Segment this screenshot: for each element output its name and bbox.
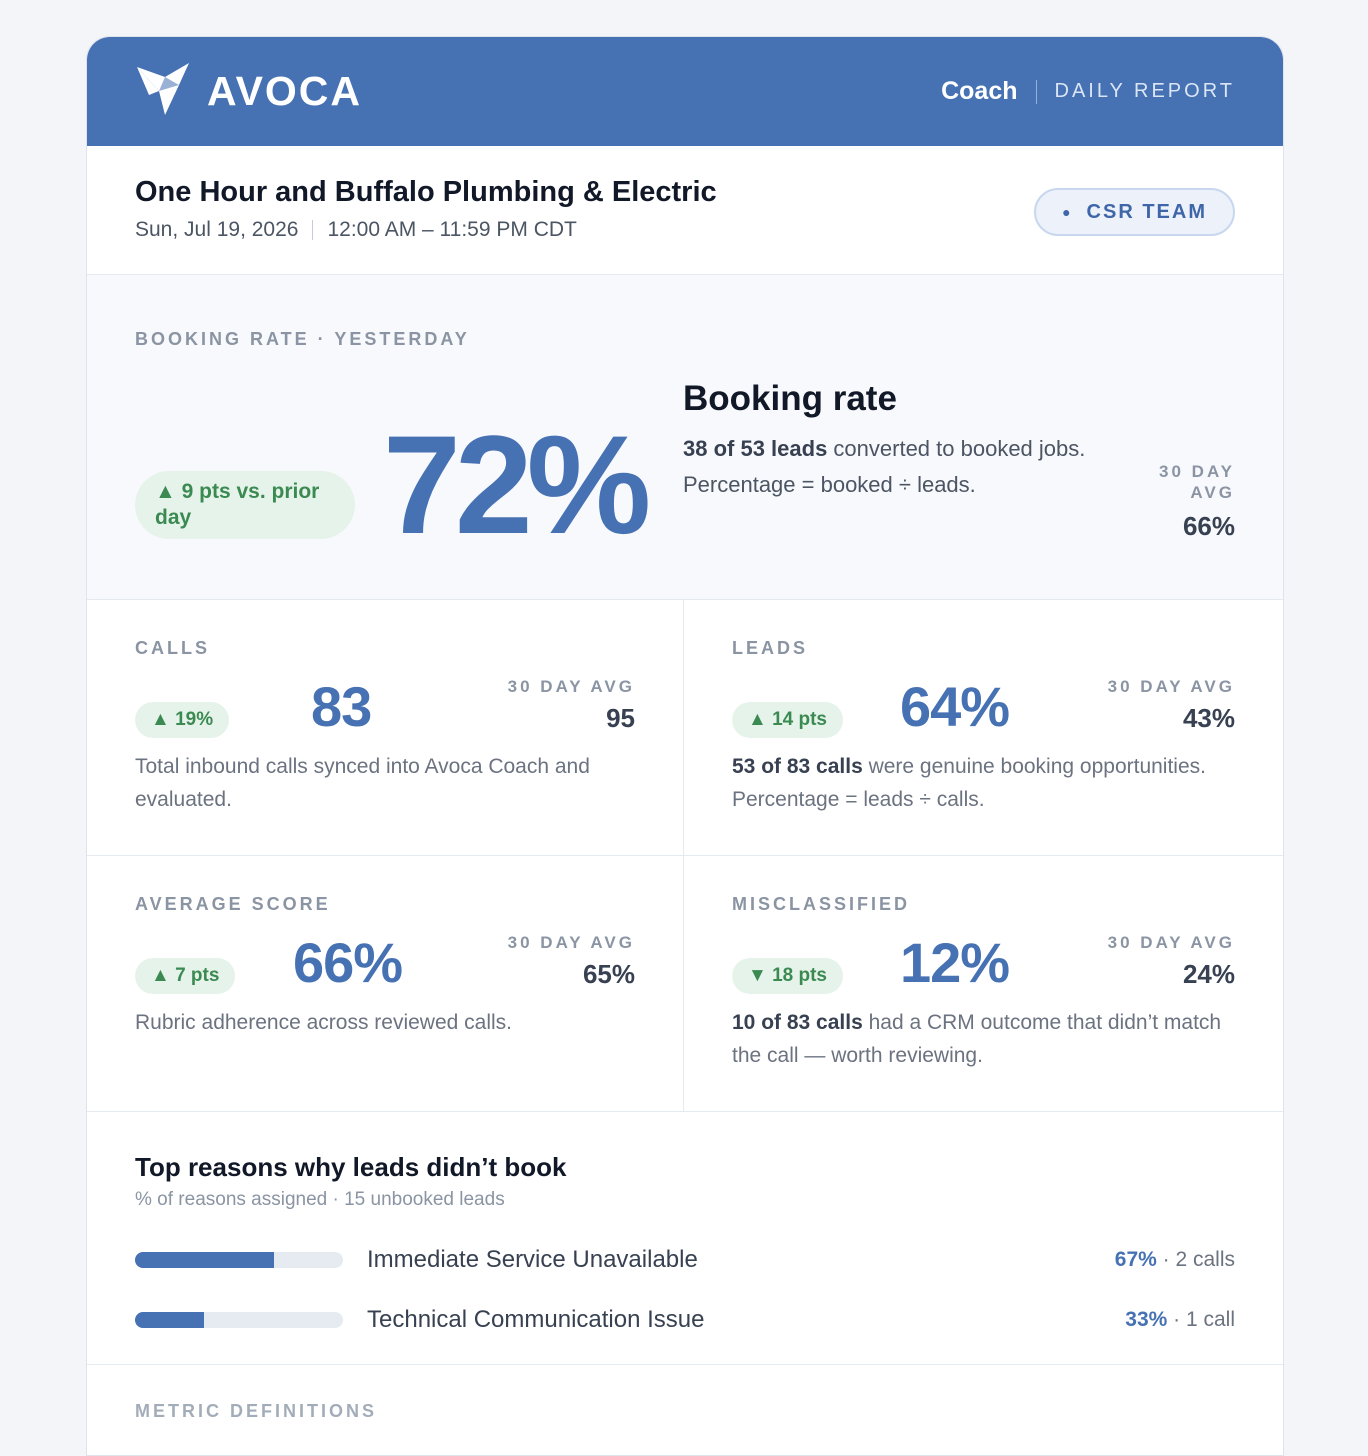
team-badge-label: CSR TEAM [1086,200,1207,223]
metric-description [732,750,1235,816]
booking-rate-value: 72% [383,406,646,563]
product-name: Coach [941,77,1018,105]
report-date: Sun, Jul 19, 2026 [135,218,299,241]
metric-label: CALLS [135,638,210,658]
metric-card-leads [684,600,1283,856]
metric-label: LEADS [732,638,809,658]
metric-delta-badge: ▲ 19% [135,702,229,738]
hero-eyebrow: BOOKING RATE · YESTERDAY [135,329,470,349]
reason-label: Technical Communication Issue [367,1306,705,1333]
metric-description [135,750,635,816]
metric-desc-rest: Total inbound calls synced into Avoca Coach and evaluated. [135,755,590,811]
reason-bar [135,1252,343,1268]
metric-value: 83 [311,675,372,738]
reason-bar [135,1312,343,1328]
reason-stat [1115,1248,1235,1272]
metric-card-calls [87,600,684,856]
reason-row [135,1243,1235,1277]
reasons-title: Top reasons why leads didn’t book [135,1152,567,1182]
reason-row [135,1303,1235,1337]
metric-value: 66% [293,931,403,994]
avoca-logo-icon [135,61,191,122]
hero-30-day-avg [1145,461,1235,542]
metric-desc-bold: 10 of 83 calls [732,1011,863,1034]
reason-stat [1125,1308,1235,1332]
reason-pct: 33% [1125,1308,1168,1331]
metric-avg-value: 95 [606,703,635,733]
hero-description [683,431,1103,503]
reason-label: Immediate Service Unavailable [367,1246,698,1273]
metric-value: 64% [900,675,1010,738]
metric-avg-label: 30 DAY AVG [1107,933,1235,952]
metric-avg-value: 43% [1182,703,1235,733]
metric-30-day-avg [1108,676,1235,734]
hero-avg-value: 66% [1182,511,1235,541]
hero-title: Booking rate [683,379,897,418]
metric-avg-label: 30 DAY AVG [507,677,635,696]
metric-delta-badge: ▲ 7 pts [135,958,235,994]
metric-label: AVERAGE SCORE [135,894,331,914]
reason-pct: 67% [1114,1248,1157,1271]
metric-value: 12% [900,931,1010,994]
business-name: One Hour and Buffalo Plumbing & Electric [135,176,717,208]
reason-count: · 1 call [1167,1308,1235,1331]
hero-desc-bold: 38 of 53 leads [683,436,828,461]
metric-avg-label: 30 DAY AVG [507,933,635,952]
reason-bar-fill [135,1252,274,1268]
meta-divider [312,220,313,240]
metric-desc-rest: were genuine booking opportunities. Percentage = leads ÷ calls. [732,755,1206,811]
brand [135,61,362,122]
hero-formula: Percentage = booked ÷ leads. [683,472,976,497]
metric-30-day-avg [1108,932,1235,990]
metric-desc-rest: had a CRM outcome that didn’t match the call — worth reviewing. [732,1011,1222,1067]
business-section [87,146,1283,275]
definitions-eyebrow: METRIC DEFINITIONS [135,1401,377,1421]
metric-card-misclassified [684,856,1283,1112]
report-time-range: 12:00 AM – 11:59 PM CDT [327,218,577,241]
metric-desc-bold: 53 of 83 calls [732,755,863,778]
metric-label: MISCLASSIFIED [732,894,911,914]
report-type: DAILY REPORT [1054,80,1235,102]
metric-avg-value: 24% [1182,959,1235,989]
report-header [87,37,1283,146]
brand-name: AVOCA [207,68,363,114]
metric-desc-rest: Rubric adherence across reviewed calls. [135,1011,513,1034]
metric-description [135,1006,635,1039]
metric-description [732,1006,1235,1072]
reason-count: · 2 calls [1156,1248,1235,1271]
metric-card-average-score [87,856,684,1112]
metric-avg-label: 30 DAY AVG [1107,677,1235,696]
reasons-subtitle: % of reasons assigned · 15 unbooked leads [135,1189,505,1210]
dot-icon: ● [1062,204,1073,220]
hero-desc-rest: converted to booked jobs. [827,436,1086,461]
hero-delta-badge: ▲ 9 pts vs. prior day [135,471,355,539]
metrics-grid [87,600,1283,1112]
metric-delta-badge: ▼ 18 pts [732,958,843,994]
metric-delta-badge: ▲ 14 pts [732,702,843,738]
metric-avg-value: 65% [582,959,635,989]
header-right [941,77,1235,106]
header-divider [1036,80,1037,104]
hero-text [683,379,1103,503]
team-badge[interactable] [1034,188,1235,236]
metric-30-day-avg [508,932,635,990]
metric-30-day-avg [508,676,635,734]
daily-report-card [86,36,1284,1456]
unbooked-reasons-section [87,1112,1283,1365]
hero-avg-label: 30 DAY AVG [1159,462,1235,502]
reason-bar-fill [135,1312,204,1328]
booking-rate-hero [87,275,1283,600]
metric-definitions-section [87,1365,1283,1422]
